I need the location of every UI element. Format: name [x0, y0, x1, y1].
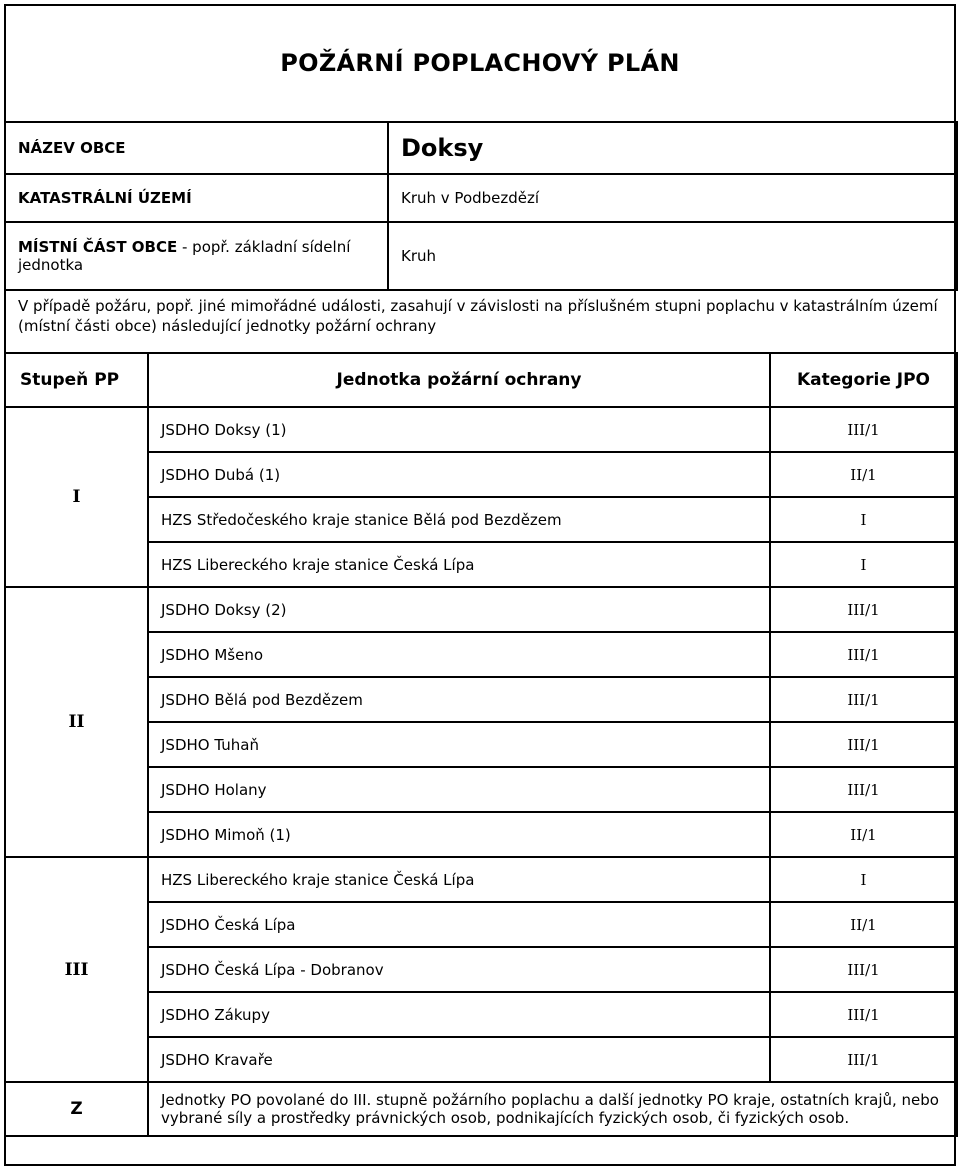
katastr-value: Kruh v Podbezdězí: [388, 174, 957, 222]
unit-cell: JSDHO Dubá (1): [148, 452, 770, 497]
table-row: [5, 947, 957, 992]
category-cell: III/1: [770, 992, 957, 1037]
table-row: [5, 1037, 957, 1082]
table-row: [5, 497, 957, 542]
table-row: [5, 992, 957, 1037]
cast-label-rest: - popř. základní sídelní jednotka: [18, 238, 351, 274]
category-cell: III/1: [770, 722, 957, 767]
cast-label: [5, 222, 388, 290]
table-row: [5, 767, 957, 812]
info-row-obec: [5, 122, 957, 174]
unit-cell: JSDHO Tuhaň: [148, 722, 770, 767]
obec-value: Doksy: [388, 122, 957, 174]
cast-label-bold: MÍSTNÍ ČÁST OBCE: [18, 238, 178, 256]
category-cell: II/1: [770, 452, 957, 497]
intro-text: V případě požáru, popř. jiné mimořádné události, zasahují v závislosti na příslušném stupni poplachu v katastrálním území (místní části obce) následující jednotky požární ochrany: [4, 290, 956, 352]
cast-value: Kruh: [388, 222, 957, 290]
unit-cell: HZS Libereckého kraje stanice Česká Lípa: [148, 542, 770, 587]
table-row: [5, 902, 957, 947]
unit-cell: JSDHO Doksy (1): [148, 407, 770, 452]
category-cell: I: [770, 542, 957, 587]
category-cell: II/1: [770, 902, 957, 947]
stage-cell: II: [5, 587, 148, 857]
header-unit: Jednotka požární ochrany: [148, 353, 770, 407]
table-row: [5, 857, 957, 902]
header-category: Kategorie JPO: [770, 353, 957, 407]
table-row: [5, 677, 957, 722]
header-stage: Stupeň PP: [5, 353, 148, 407]
unit-cell: JSDHO Česká Lípa: [148, 902, 770, 947]
category-cell: III/1: [770, 677, 957, 722]
table-row: [5, 722, 957, 767]
unit-cell: JSDHO Doksy (2): [148, 587, 770, 632]
category-cell: I: [770, 857, 957, 902]
unit-cell: JSDHO Holany: [148, 767, 770, 812]
z-stage-cell: Z: [5, 1082, 148, 1136]
page-title: POŽÁRNÍ POPLACHOVÝ PLÁN: [280, 49, 680, 77]
unit-cell: HZS Libereckého kraje stanice Česká Lípa: [148, 857, 770, 902]
category-cell: III/1: [770, 947, 957, 992]
info-table: [4, 121, 958, 291]
table-row: [5, 587, 957, 632]
info-row-katastr: [5, 174, 957, 222]
stage-cell: I: [5, 407, 148, 587]
category-cell: II/1: [770, 812, 957, 857]
z-text-cell: Jednotky PO povolané do III. stupně požárního poplachu a další jednotky PO kraje, ostatních krajů, nebo vybrané síly a prostředky právnických osob, podnikajících fyzických osob, či fyzických osob.: [148, 1082, 957, 1136]
table-row: [5, 407, 957, 452]
unit-cell: JSDHO Zákupy: [148, 992, 770, 1037]
info-row-cast: [5, 222, 957, 290]
unit-cell: JSDHO Mimoň (1): [148, 812, 770, 857]
table-row: [5, 452, 957, 497]
category-cell: III/1: [770, 767, 957, 812]
category-cell: III/1: [770, 1037, 957, 1082]
katastr-label: KATASTRÁLNÍ ÚZEMÍ: [5, 174, 388, 222]
units-table: [4, 352, 958, 1137]
z-row: [5, 1082, 957, 1136]
category-cell: III/1: [770, 587, 957, 632]
stage-cell: III: [5, 857, 148, 1082]
category-cell: I: [770, 497, 957, 542]
category-cell: III/1: [770, 407, 957, 452]
obec-label: NÁZEV OBCE: [5, 122, 388, 174]
unit-cell: JSDHO Česká Lípa - Dobranov: [148, 947, 770, 992]
category-cell: III/1: [770, 632, 957, 677]
table-row: [5, 812, 957, 857]
unit-cell: JSDHO Bělá pod Bezdězem: [148, 677, 770, 722]
units-table-header: [5, 353, 957, 407]
table-row: [5, 632, 957, 677]
unit-cell: JSDHO Kravaře: [148, 1037, 770, 1082]
table-row: [5, 542, 957, 587]
unit-cell: JSDHO Mšeno: [148, 632, 770, 677]
unit-cell: HZS Středočeského kraje stanice Bělá pod Bezdězem: [148, 497, 770, 542]
